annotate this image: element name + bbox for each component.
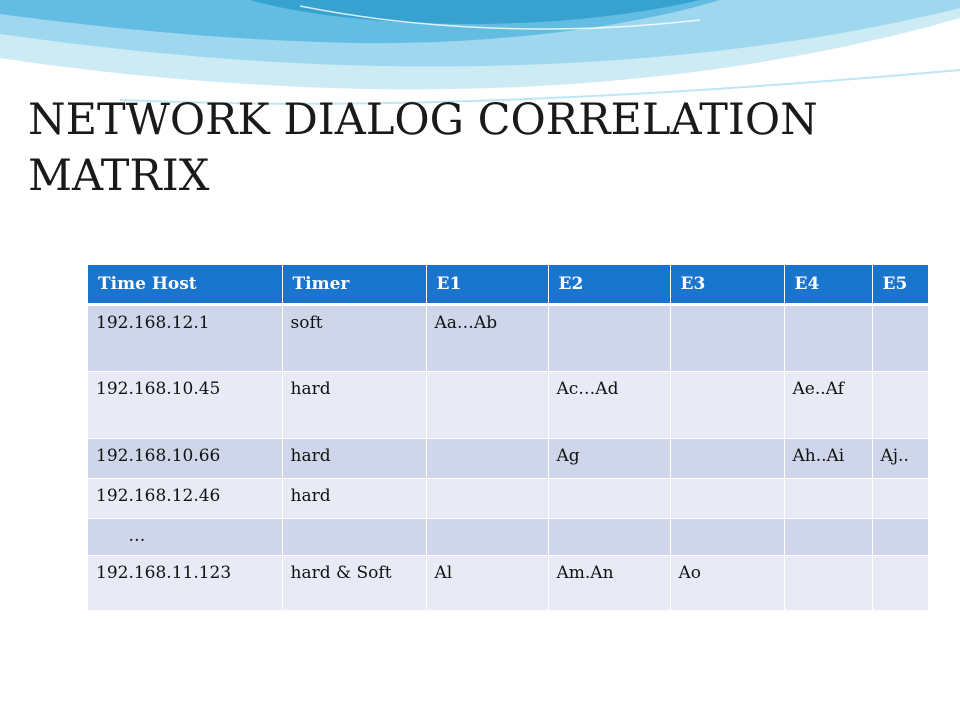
cell-e5 xyxy=(872,556,928,611)
cell-e1: Al xyxy=(426,556,548,611)
cell-e5: Aj.. xyxy=(872,439,928,479)
cell-e2 xyxy=(548,519,670,556)
cell-timer: hard xyxy=(282,479,426,519)
cell-e4 xyxy=(784,556,872,611)
cell-e4 xyxy=(784,479,872,519)
cell-e5 xyxy=(872,372,928,439)
column-header-e4: E4 xyxy=(784,265,872,305)
cell-timer xyxy=(282,519,426,556)
cell-e1 xyxy=(426,372,548,439)
cell-e3 xyxy=(670,479,784,519)
cell-e5 xyxy=(872,519,928,556)
cell-e3 xyxy=(670,439,784,479)
cell-e4 xyxy=(784,519,872,556)
cell-timer: hard xyxy=(282,439,426,479)
cell-e1 xyxy=(426,439,548,479)
cell-time-host: 192.168.11.123 xyxy=(88,556,282,611)
cell-time-host: … xyxy=(88,519,282,556)
cell-time-host: 192.168.10.66 xyxy=(88,439,282,479)
slide-title: NETWORK DIALOG CORRELATION MATRIX xyxy=(28,95,818,201)
cell-timer: hard xyxy=(282,372,426,439)
cell-e1 xyxy=(426,519,548,556)
table-row xyxy=(88,556,928,611)
cell-e2: Am.An xyxy=(548,556,670,611)
cell-e3 xyxy=(670,372,784,439)
cell-e2: Ag xyxy=(548,439,670,479)
cell-e5 xyxy=(872,479,928,519)
column-header-e1: E1 xyxy=(426,265,548,305)
column-header-timer: Timer xyxy=(282,265,426,305)
cell-e4: Ae..Af xyxy=(784,372,872,439)
cell-e3 xyxy=(670,305,784,372)
cell-e4 xyxy=(784,305,872,372)
table-row xyxy=(88,305,928,372)
column-header-e3: E3 xyxy=(670,265,784,305)
cell-timer: soft xyxy=(282,305,426,372)
column-header-time-host: Time Host xyxy=(88,265,282,305)
cell-e3 xyxy=(670,519,784,556)
table-header-row xyxy=(88,265,928,305)
table-row xyxy=(88,372,928,439)
cell-e3: Ao xyxy=(670,556,784,611)
cell-time-host: 192.168.10.45 xyxy=(88,372,282,439)
cell-e5 xyxy=(872,305,928,372)
correlation-matrix-table xyxy=(88,265,928,610)
column-header-e5: E5 xyxy=(872,265,928,305)
cell-time-host: 192.168.12.46 xyxy=(88,479,282,519)
cell-e2: Ac…Ad xyxy=(548,372,670,439)
cell-time-host: 192.168.12.1 xyxy=(88,305,282,372)
table-row xyxy=(88,439,928,479)
cell-e2 xyxy=(548,479,670,519)
table-row xyxy=(88,479,928,519)
cell-e1 xyxy=(426,479,548,519)
table-row xyxy=(88,519,928,556)
cell-e2 xyxy=(548,305,670,372)
column-header-e2: E2 xyxy=(548,265,670,305)
cell-e4: Ah..Ai xyxy=(784,439,872,479)
cell-timer: hard & Soft xyxy=(282,556,426,611)
cell-e1: Aa…Ab xyxy=(426,305,548,372)
